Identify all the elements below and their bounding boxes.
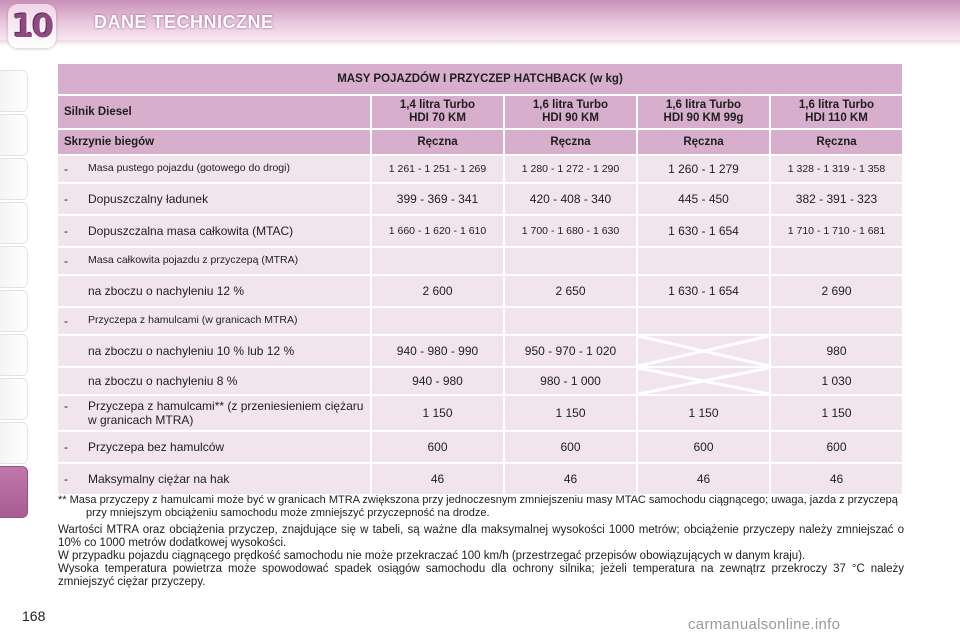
cross-mark-icon [638,368,769,394]
row-label-text: Masa pustego pojazdu (gotowego do drogi) [88,162,290,174]
paragraph: Wartości MTRA oraz obciążenia przyczep, znajdujące się w tabeli, są ważne dla maksymalnej wysokości 1000 metrów; obciążenie przyczepy należy zmniejszać o 10% co 1000 metrów dodatkowej wysokości. [58,524,904,549]
value-cell [505,336,636,366]
value-cell [505,184,636,214]
cell-value: 1 700 - 1 680 - 1 630 [521,225,620,237]
row-label [58,472,370,486]
cell-value: 2 650 [555,284,586,298]
value-cell [638,276,769,306]
row-label [58,192,370,206]
row-label-cell [58,308,370,334]
row-label [58,314,370,328]
cell-value: 1 030 [821,374,852,388]
watermark: carmanualsonline.info [688,616,841,633]
value-cell [771,216,902,246]
cell-value: 1 660 - 1 620 - 1 610 [388,225,487,237]
cell-value: 600 [560,440,581,454]
row-label-text: na zboczu o nachyleniu 12 % [88,284,245,298]
engine-header [372,96,503,128]
value-cell [771,464,902,494]
table-row [58,276,902,306]
table-row [58,156,902,182]
value-cell [505,464,636,494]
footnote: ** Masa przyczepy z hamulcami może być w granicach MTRA zwiększona przy jednoczesnym zmniejszeniu masy MTAC samochodu ciągnącego; uwaga, jazda z przyczepą przy mniejszym obciążeniu samochodu może zmniejszyć przyczepność na drodze. [58,494,898,519]
chapter-title: DANE TECHNICZNE [94,12,274,32]
row-label-text: Dopuszczalny ładunek [88,192,209,206]
row-dash: - [64,399,68,413]
not-applicable-cell [638,368,769,394]
info-paragraphs [58,524,904,589]
row-label-text: Przyczepa bez hamulców [88,440,225,454]
row-label-cell [58,184,370,214]
value-cell [505,396,636,430]
value-cell [505,276,636,306]
table-row [58,396,902,430]
row-label-text: Dopuszczalna masa całkowita (MTAC) [88,224,294,238]
cell-value: 1 260 - 1 279 [668,162,739,176]
row-label-text: Maksymalny ciężar na hak [88,472,230,486]
table-row [58,216,902,246]
cell-value: 1 710 - 1 710 - 1 681 [787,225,886,237]
row-dash: - [64,254,68,268]
value-cell [771,368,902,394]
gearbox-type: Ręczna [638,130,769,154]
gearbox-header-row [58,130,902,154]
cell-value: 1 328 - 1 319 - 1 358 [787,163,886,175]
cell-value: 1 150 [688,406,719,420]
value-cell [638,464,769,494]
engine-power: HDI 90 KM 99g [663,112,744,124]
header-divider [0,40,960,46]
row-label-cell [58,156,370,182]
value-cell [771,308,902,334]
cell-value: 1 630 - 1 654 [668,224,739,238]
value-cell [771,184,902,214]
chapter-tabs [0,70,30,520]
value-cell [638,184,769,214]
cell-value: 46 [696,472,711,486]
cell-value: 950 - 970 - 1 020 [524,344,617,358]
value-cell [771,396,902,430]
value-cell [638,432,769,462]
row-label-text: Przyczepa z hamulcami** (z przeniesieniem ciężaru w granicach MTRA) [88,399,364,427]
value-cell [372,216,503,246]
value-cell [372,276,503,306]
cell-value: 2 600 [422,284,453,298]
row-label [58,374,370,388]
value-cell [505,368,636,394]
cell-value: 1 150 [555,406,586,420]
value-cell [505,156,636,182]
value-cell [638,308,769,334]
engine-label: Silnik Diesel [58,96,370,128]
row-label-text: Przyczepa z hamulcami (w granicach MTRA) [88,314,298,326]
row-label-cell [58,336,370,366]
cell-value: 600 [427,440,448,454]
cell-value: 980 - 1 000 [540,374,601,388]
row-label-cell [58,396,370,430]
value-cell [771,336,902,366]
paragraph: W przypadku pojazdu ciągnącego prędkość samochodu nie może przekraczać 100 km/h (przestrzegać przepisów obowiązujących w danym kraju). [58,550,806,562]
engine-header-row [58,96,902,128]
value-cell [638,248,769,274]
row-label-cell [58,432,370,462]
row-label [58,224,370,238]
cell-value: 940 - 980 [412,374,463,388]
value-cell [372,464,503,494]
row-dash: - [64,162,68,176]
row-dash: - [64,472,68,486]
cell-value: 1 280 - 1 272 - 1 290 [521,163,620,175]
row-label-cell [58,216,370,246]
row-label-cell [58,276,370,306]
row-label [58,254,370,268]
table-row [58,248,902,274]
row-label [58,399,370,427]
engine-header [638,96,769,128]
engine-name: 1,6 litra Turbo [798,99,875,111]
table-row [58,336,902,366]
row-label-cell [58,368,370,394]
value-cell [771,276,902,306]
value-cell [372,336,503,366]
row-label-cell [58,248,370,274]
cell-value: 1 150 [422,406,453,420]
engine-header [771,96,902,128]
value-cell [505,248,636,274]
table-row [58,308,902,334]
cell-value: 382 - 391 - 323 [795,192,878,206]
row-label-text: na zboczu o nachyleniu 10 % lub 12 % [88,344,295,358]
chapter-number: 10 [11,7,53,45]
chapter-tab[interactable] [0,290,28,332]
chapter-tab[interactable] [0,70,28,112]
chapter-badge [8,4,56,48]
table-row [58,184,902,214]
value-cell [771,432,902,462]
cell-value: 1 261 - 1 251 - 1 269 [388,163,487,175]
cross-mark-icon [638,336,769,366]
row-dash: - [64,224,68,238]
cell-value: 46 [829,472,844,486]
table-row [58,368,902,394]
chapter-tab[interactable] [0,202,28,244]
value-cell [372,396,503,430]
value-cell [771,156,902,182]
engine-name: 1,6 litra Turbo [665,99,742,111]
value-cell [372,184,503,214]
row-label-text: Masa całkowita pojazdu z przyczepą (MTRA) [88,254,299,266]
row-label [58,440,370,454]
cell-value: 399 - 369 - 341 [396,192,479,206]
value-cell [505,432,636,462]
value-cell [638,396,769,430]
table-row [58,464,902,494]
row-label [58,344,370,358]
value-cell [771,248,902,274]
page-number: 168 [22,608,46,624]
row-label-text: na zboczu o nachyleniu 8 % [88,374,238,388]
row-dash: - [64,192,68,206]
chapter-tab[interactable] [0,334,28,376]
row-label [58,162,370,176]
row-label-cell [58,464,370,494]
chapter-tab-active[interactable] [0,466,28,518]
value-cell [372,308,503,334]
vehicle-weights-table [56,62,904,496]
gearbox-label: Skrzynie biegów [58,130,370,154]
row-dash: - [64,314,68,328]
row-label [58,284,370,298]
cell-value: 2 690 [821,284,852,298]
value-cell [372,156,503,182]
cell-value: 46 [563,472,578,486]
value-cell [638,216,769,246]
cell-value: 1 150 [821,406,852,420]
value-cell [505,308,636,334]
chapter-tab[interactable] [0,114,28,156]
gearbox-type: Ręczna [505,130,636,154]
cell-value: 445 - 450 [678,192,729,206]
cell-value: 46 [430,472,445,486]
chapter-tab[interactable] [0,158,28,200]
table-row [58,432,902,462]
chapter-tab[interactable] [0,422,28,464]
not-applicable-cell [638,336,769,366]
value-cell [372,368,503,394]
value-cell [638,156,769,182]
engine-name: 1,6 litra Turbo [532,99,609,111]
cell-value: 600 [693,440,714,454]
cell-value: 600 [826,440,847,454]
cell-value: 940 - 980 - 990 [396,344,479,358]
engine-power: HDI 110 KM [805,112,868,124]
table-title: MASY POJAZDÓW I PRZYCZEP HATCHBACK (w kg) [58,64,902,94]
engine-power: HDI 70 KM [409,112,466,124]
row-dash: - [64,440,68,454]
engine-header [505,96,636,128]
cell-value: 980 [826,344,847,358]
value-cell [372,248,503,274]
value-cell [372,432,503,462]
paragraph: Wysoka temperatura powietrza może spowodować spadek osiągów samochodu dla ochrony silnika; jeżeli temperatura na zewnątrz przekroczy 37 °C należy zmniejszyć ciężar przyczepy. [58,563,904,588]
chapter-tab[interactable] [0,246,28,288]
value-cell [505,216,636,246]
cell-value: 1 630 - 1 654 [668,284,739,298]
gearbox-type: Ręczna [771,130,902,154]
table-body [58,156,902,494]
chapter-tab[interactable] [0,378,28,420]
engine-power: HDI 90 KM [542,112,599,124]
engine-name: 1,4 litra Turbo [399,99,476,111]
cell-value: 420 - 408 - 340 [529,192,612,206]
gearbox-type: Ręczna [372,130,503,154]
